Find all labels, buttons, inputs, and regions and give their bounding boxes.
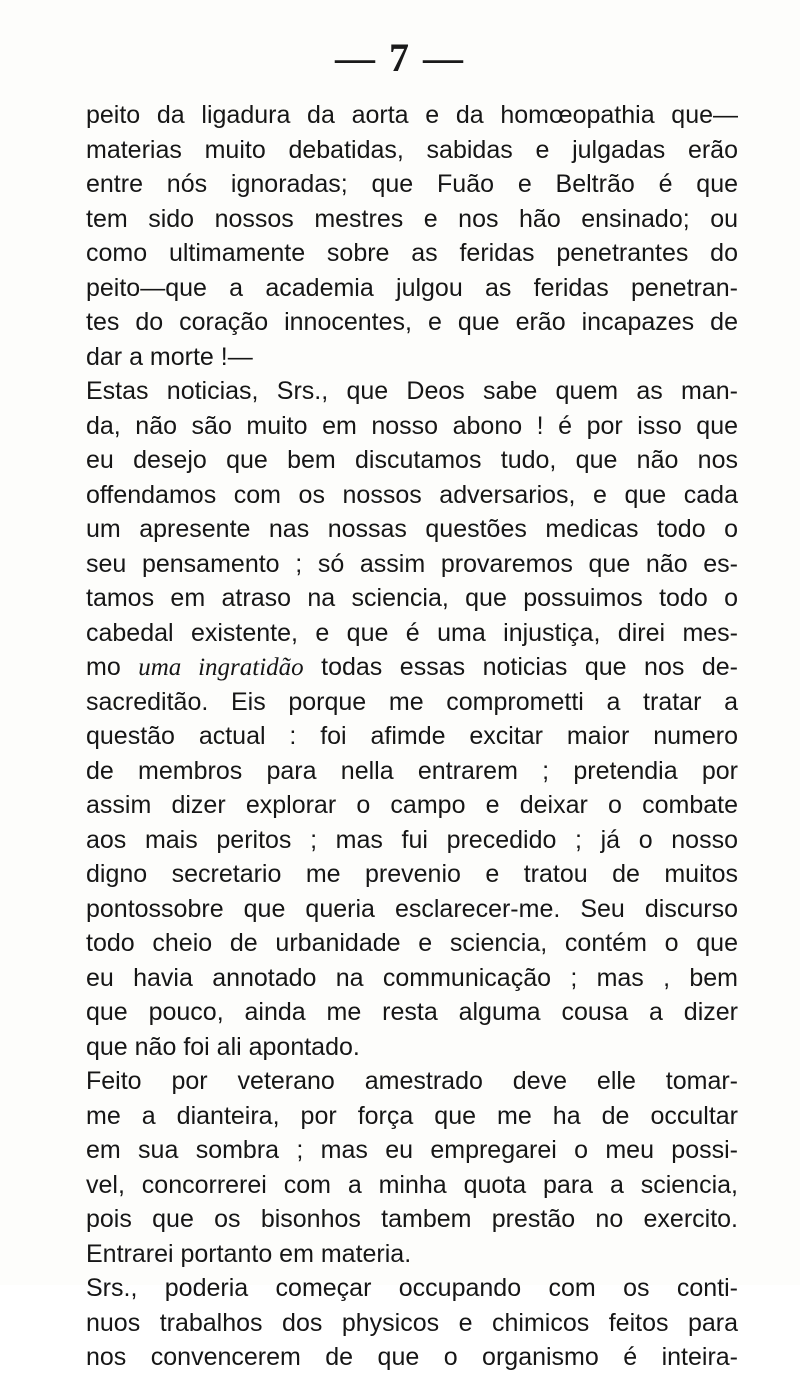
text-line: materias muito debatidas, sabidas e julgadas erão xyxy=(86,135,738,164)
text-line: dar a morte !— xyxy=(86,342,253,371)
text-line-italic: mo uma ingratidão todas essas noticias que nos de- xyxy=(86,653,738,681)
text-line: questão actual : foi afimde excitar maior numero xyxy=(86,722,738,750)
text-line: seu pensamento ; só assim provaremos que não es- xyxy=(86,549,738,578)
text-line: nos convencerem de que o organismo é inteira- xyxy=(86,1343,738,1371)
text-line: aos mais peritos ; mas fui precedido ; já o nosso xyxy=(86,825,738,854)
body-text xyxy=(86,98,738,1375)
text-line: Feito por veterano amestrado deve elle tomar- xyxy=(86,1067,738,1095)
text-line: que não foi ali apontado. xyxy=(86,1032,360,1061)
text-line: vel, concorrerei com a minha quota para a sciencia, xyxy=(86,1170,738,1199)
text-line: digno secretario me prevenio e tratou de muitos xyxy=(86,860,738,888)
text-line: como ultimamente sobre as feridas penetrantes do xyxy=(86,239,738,267)
text-line: me a dianteira, por força que me ha de occultar xyxy=(86,1101,738,1130)
text-line: da, não são muito em nosso abono ! é por isso que xyxy=(86,411,738,440)
text-line: um apresente nas nossas questões medicas todo o xyxy=(86,515,738,543)
text-line: Srs., poderia começar occupando com os conti- xyxy=(86,1274,738,1302)
text-line: nuos trabalhos dos physicos e chimicos feitos para xyxy=(86,1308,738,1337)
text-line: tes do coração innocentes, e que erão incapazes de xyxy=(86,308,738,336)
text-line: Entrarei portanto em materia. xyxy=(86,1239,412,1268)
text-line: todo cheio de urbanidade e sciencia, contém o que xyxy=(86,929,738,957)
text-line: entre nós ignoradas; que Fuão e Beltrão é que xyxy=(86,170,738,198)
text-line: em sua sombra ; mas eu empregarei o meu possi- xyxy=(86,1136,738,1164)
text-line: que pouco, ainda me resta alguma cousa a dizer xyxy=(86,998,738,1026)
text-line: peito—que a academia julgou as feridas penetran- xyxy=(86,273,738,302)
text-line: pois que os bisonhos tambem prestão no exercito. xyxy=(86,1205,738,1233)
text-line: pontossobre que queria esclarecer-me. Seu discurso xyxy=(86,894,738,923)
text-line: sacreditão. Eis porque me comprometti a tratar a xyxy=(86,687,738,716)
text-line: peito da ligadura da aorta e da homœopathia que— xyxy=(86,101,738,129)
text-line: eu havia annotado na communicação ; mas , bem xyxy=(86,963,738,992)
text-line: assim dizer explorar o campo e deixar o combate xyxy=(86,791,738,819)
italic-phrase: uma ingratidão xyxy=(138,654,304,681)
text-line: offendamos com os nossos adversarios, e que cada xyxy=(86,480,738,509)
text-line: cabedal existente, e que é uma injustiça, direi mes- xyxy=(86,618,738,647)
text-line: tamos em atraso na sciencia, que possuimos todo o xyxy=(86,584,738,612)
text-line: tem sido nossos mestres e nos hão ensinado; ou xyxy=(86,204,738,233)
text-line: Estas noticias, Srs., que Deos sabe quem as man- xyxy=(86,377,738,405)
text-line: eu desejo que bem discutamos tudo, que não nos xyxy=(86,446,738,474)
page-number: — 7 — xyxy=(335,35,465,80)
text-line: de membros para nella entrarem ; pretendia por xyxy=(86,756,738,785)
